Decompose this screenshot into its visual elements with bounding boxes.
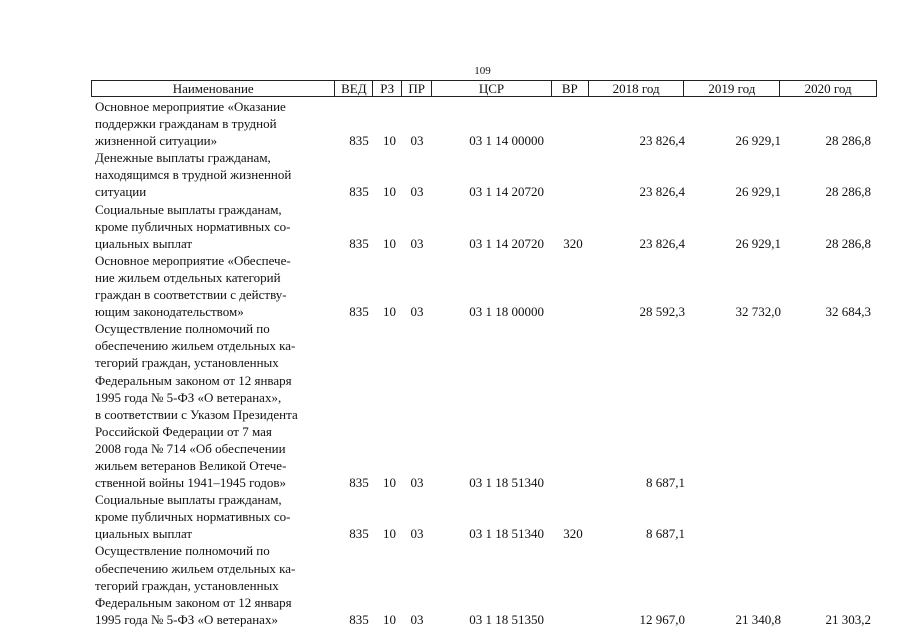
row-name	[91, 98, 335, 149]
row-name-line: Основное мероприятие «Обеспече-	[95, 252, 291, 268]
row-name-line: ние жильем отдельных категорий	[95, 269, 281, 285]
row-value-2018: 28 592,3	[639, 304, 685, 320]
row-name	[91, 252, 335, 320]
row-name-line: 1995 года № 5-ФЗ «О ветеранах»,	[95, 389, 282, 405]
row-ved: 835	[349, 184, 369, 200]
row-csr: 03 1 14 20720	[469, 235, 544, 251]
row-name-line: кроме публичных нормативных со-	[95, 218, 291, 234]
row-name-line: тегорий граждан, установленных	[95, 355, 279, 371]
row-pr: 03	[410, 133, 424, 149]
table-row	[91, 98, 877, 149]
row-name-line: Социальные выплаты гражданам,	[95, 492, 282, 508]
row-value-2019: 32 732,0	[735, 304, 781, 320]
row-pr: 03	[410, 235, 424, 251]
column-header-2019: 2019 год	[684, 81, 780, 96]
row-csr: 03 1 18 51340	[469, 475, 544, 491]
row-name-line: в соответствии с Указом Президента	[95, 406, 298, 422]
row-rz: 10	[383, 475, 396, 491]
row-name	[91, 542, 335, 627]
table-row	[91, 201, 877, 252]
row-name	[91, 491, 335, 542]
column-header-2020: 2020 год	[804, 81, 852, 96]
row-ved: 835	[349, 304, 369, 320]
row-ved: 835	[349, 235, 369, 251]
row-rz: 10	[383, 526, 396, 542]
row-rz: 10	[383, 304, 396, 320]
row-value-2019: 26 929,1	[735, 235, 781, 251]
row-name-line: обеспечению жильем отдельных ка-	[95, 560, 296, 576]
row-name-line: Федеральным законом от 12 января	[95, 372, 292, 388]
row-value-2020: 28 286,8	[825, 235, 871, 251]
row-name-line: поддержки гражданам в трудной	[95, 116, 277, 132]
table-row	[91, 542, 877, 627]
table-row	[91, 252, 877, 320]
column-header-csr: ЦСР	[432, 81, 552, 96]
row-ved: 835	[349, 526, 369, 542]
row-csr: 03 1 14 00000	[469, 133, 544, 149]
row-name-line: жильем ветеранов Великой Отече-	[95, 457, 287, 473]
row-value-2018: 8 687,1	[646, 526, 685, 542]
row-name-line: Основное мероприятие «Оказание	[95, 99, 286, 114]
column-header-ved: ВЕД	[335, 81, 373, 96]
row-ved: 835	[349, 475, 369, 491]
column-header-name: Наименование	[92, 81, 335, 96]
row-value-2019: 26 929,1	[735, 184, 781, 200]
row-value-2018: 23 826,4	[639, 133, 685, 149]
row-name-line: жизненной ситуации»	[95, 133, 218, 149]
table-row	[91, 491, 877, 542]
column-header-rz: РЗ	[373, 81, 402, 96]
row-csr: 03 1 14 20720	[469, 184, 544, 200]
row-pr: 03	[410, 184, 424, 200]
row-value-2018: 8 687,1	[646, 475, 685, 491]
page-number: 109	[474, 65, 491, 77]
row-name-line: Российской Федерации от 7 мая	[95, 423, 272, 439]
table-row	[91, 320, 877, 491]
row-name-line: граждан в соответствии с действу-	[95, 287, 287, 303]
row-name-line: циальных выплат	[95, 526, 193, 542]
row-name-line: тегорий граждан, установленных	[95, 577, 279, 593]
row-name-line: Денежные выплаты гражданам,	[95, 150, 271, 166]
table-body	[91, 98, 877, 628]
row-name-line: циальных выплат	[95, 235, 193, 251]
row-vr: 320	[563, 235, 583, 251]
row-value-2018: 23 826,4	[639, 184, 685, 200]
row-name-line: ственной войны 1941–1945 годов»	[95, 475, 286, 491]
row-name-line: обеспечению жильем отдельных ка-	[95, 338, 296, 354]
row-pr: 03	[410, 611, 424, 627]
row-rz: 10	[383, 235, 396, 251]
row-value-2020: 28 286,8	[825, 184, 871, 200]
row-value-2018: 12 967,0	[639, 611, 685, 627]
row-name-line: Осуществление полномочий по	[95, 321, 270, 337]
row-value-2019: 26 929,1	[735, 133, 781, 149]
row-value-2019: 21 340,8	[735, 611, 781, 627]
row-vr: 320	[563, 526, 583, 542]
table-header	[91, 80, 877, 97]
row-ved: 835	[349, 133, 369, 149]
row-name-line: 1995 года № 5-ФЗ «О ветеранах»	[95, 611, 278, 627]
row-name-line: ситуации	[95, 184, 147, 200]
row-name-line: находящимся в трудной жизненной	[95, 167, 292, 183]
row-name-line: 2008 года № 714 «Об обеспечении	[95, 440, 286, 456]
row-name	[91, 320, 335, 491]
column-header-vr: ВР	[552, 81, 589, 96]
row-csr: 03 1 18 51350	[469, 611, 544, 627]
row-ved: 835	[349, 611, 369, 627]
column-header-2018: 2018 год	[589, 81, 685, 96]
row-value-2020: 32 684,3	[825, 304, 871, 320]
column-header-pr: ПР	[402, 81, 432, 96]
row-pr: 03	[410, 526, 424, 542]
row-rz: 10	[383, 611, 396, 627]
row-name-line: Осуществление полномочий по	[95, 543, 270, 559]
row-pr: 03	[410, 475, 424, 491]
row-rz: 10	[383, 133, 396, 149]
row-name	[91, 201, 335, 252]
row-value-2018: 23 826,4	[639, 235, 685, 251]
row-name-line: Социальные выплаты гражданам,	[95, 201, 282, 217]
row-value-2020: 28 286,8	[825, 133, 871, 149]
row-pr: 03	[410, 304, 424, 320]
row-name	[91, 149, 335, 200]
row-name-line: ющим законодательством»	[95, 304, 244, 320]
row-csr: 03 1 18 00000	[469, 304, 544, 320]
row-name-line: кроме публичных нормативных со-	[95, 509, 291, 525]
table-row	[91, 149, 877, 200]
row-value-2020: 21 303,2	[825, 611, 871, 627]
row-csr: 03 1 18 51340	[469, 526, 544, 542]
row-rz: 10	[383, 184, 396, 200]
row-name-line: Федеральным законом от 12 января	[95, 594, 292, 610]
